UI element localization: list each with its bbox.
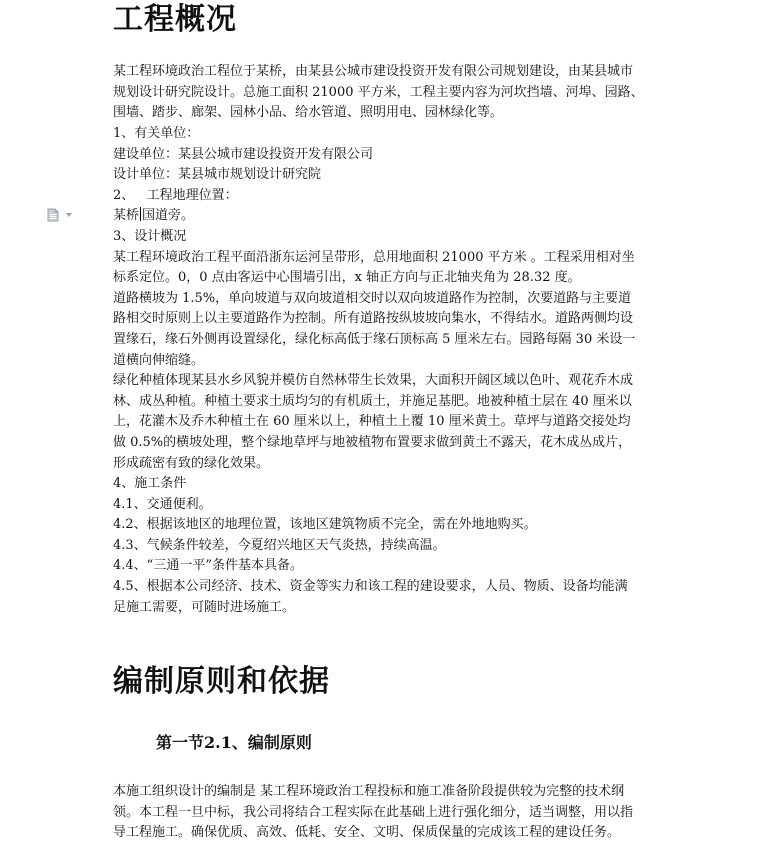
- principles-paragraph: [113, 782, 669, 844]
- text-line: 上，花灌木及乔木种植土在 60 厘米以上，种植土上覆 10 厘米黄土。草坪与道路交接处均: [113, 414, 631, 430]
- text-line: 本施工组织设计的编制是 某工程环境政治工程投标和施工准备阶段提供较为完整的技术纲: [113, 784, 625, 799]
- text-cursor: [140, 207, 141, 221]
- text-line: 标系定位。0，0 点由客运中心围墙引出，x 轴正方向与正北轴夹角为 28.32 度。: [113, 270, 581, 286]
- chevron-down-icon[interactable]: [66, 213, 72, 217]
- condition-item: 4.4、“三通一平”条件基本具备。: [113, 558, 303, 574]
- location-text-b: 国道旁。: [142, 208, 195, 224]
- location-text-a: 某桥: [113, 208, 140, 224]
- text-line: 林、成丛种植。种植土要求土质均匀的有机质土，并施足基肥。地被种植土层在 40 厘米以: [113, 393, 632, 409]
- text-line: 规划设计研究院设计。总施工面积 21000 平方米，工程主要内容为河坎挡墙、河埠、园路、: [113, 84, 644, 100]
- text-line: 围墙、踏步、廊架、园林小品、给水管道、照明用电、园林绿化等。: [113, 105, 504, 121]
- heading-section-2-1: 第一节2.1、编制原则: [156, 733, 312, 752]
- text-line: 路相交时原则上以主要道路作为控制。所有道路按纵坡坡向集水，不得结水。道路两侧均设: [113, 311, 634, 327]
- text-line: 导工程施工。确保优质、高效、低耗、安全、文明、保质保量的完成该工程的建设任务。: [113, 825, 621, 841]
- text-line: 道横向伸缩缝。: [113, 352, 205, 368]
- text-line: 道路横坡为 1.5%，单向坡道与双向坡道相交时以双向坡道路作为控制，次要道路与主要道: [113, 290, 632, 306]
- details-block: [113, 124, 669, 618]
- intro-paragraph: [113, 62, 669, 124]
- heading-overview: 工程概况: [113, 2, 237, 37]
- text-line: 绿化种植体现某县水乡风貌并模仿自然林带生长效果，大面积开阔区域以色叶、观花乔木成: [113, 373, 634, 389]
- location-title: 2、 工程地理位置：: [113, 187, 238, 203]
- condition-item: 4.3、气候条件较差，今夏绍兴地区天气炎热，持续高温。: [113, 537, 446, 553]
- text-line: 做 0.5%的横坡处理，整个绿地草坪与地被植物布置要求做到黄土不露天，花木成丛成片，: [113, 434, 632, 450]
- conditions-title: 4、施工条件: [113, 476, 187, 492]
- units-title: 1、有关单位：: [113, 126, 200, 141]
- designer-line: 设计单位：某县城市规划设计研究院: [113, 167, 322, 183]
- builder-line: 建设单位：某县公城市建设投资开发有限公司: [113, 146, 374, 162]
- document-icon[interactable]: [46, 208, 60, 222]
- text-line: 领。本工程一旦中标，我公司将结合工程实际在此基础上进行强化细分，适当调整，用以指: [113, 804, 634, 820]
- condition-item: 4.1、交通便利。: [113, 496, 212, 512]
- condition-item: 4.2、根据该地区的地理位置，该地区建筑物质不完全，需在外地地购买。: [113, 517, 537, 533]
- text-line: 足施工需要，可随时进场施工。: [113, 599, 296, 615]
- condition-item: 4.5、根据本公司经济、技术、资金等实力和该工程的建设要求，人员、物质、设备均能满: [113, 579, 628, 595]
- text-line: 某工程环境政治工程平面沿浙东运河呈带形，总用地面积 21000 平方米 。工程采用相对坐: [113, 249, 635, 265]
- text-line: 置缘石，缘石外侧再设置绿化，绿化标高低于缘石顶标高 5 厘米左右。园路每隔 30 米设一: [113, 331, 636, 347]
- text-line: 某工程环境政治工程位于某桥，由某县公城市建设投资开发有限公司规划建设，由某县城市: [113, 64, 634, 79]
- location-line: [113, 206, 669, 227]
- heading-principles: 编制原则和依据: [113, 664, 330, 699]
- design-title: 3、设计概况: [113, 228, 187, 244]
- text-line: 形成疏密有致的绿化效果。: [113, 455, 270, 471]
